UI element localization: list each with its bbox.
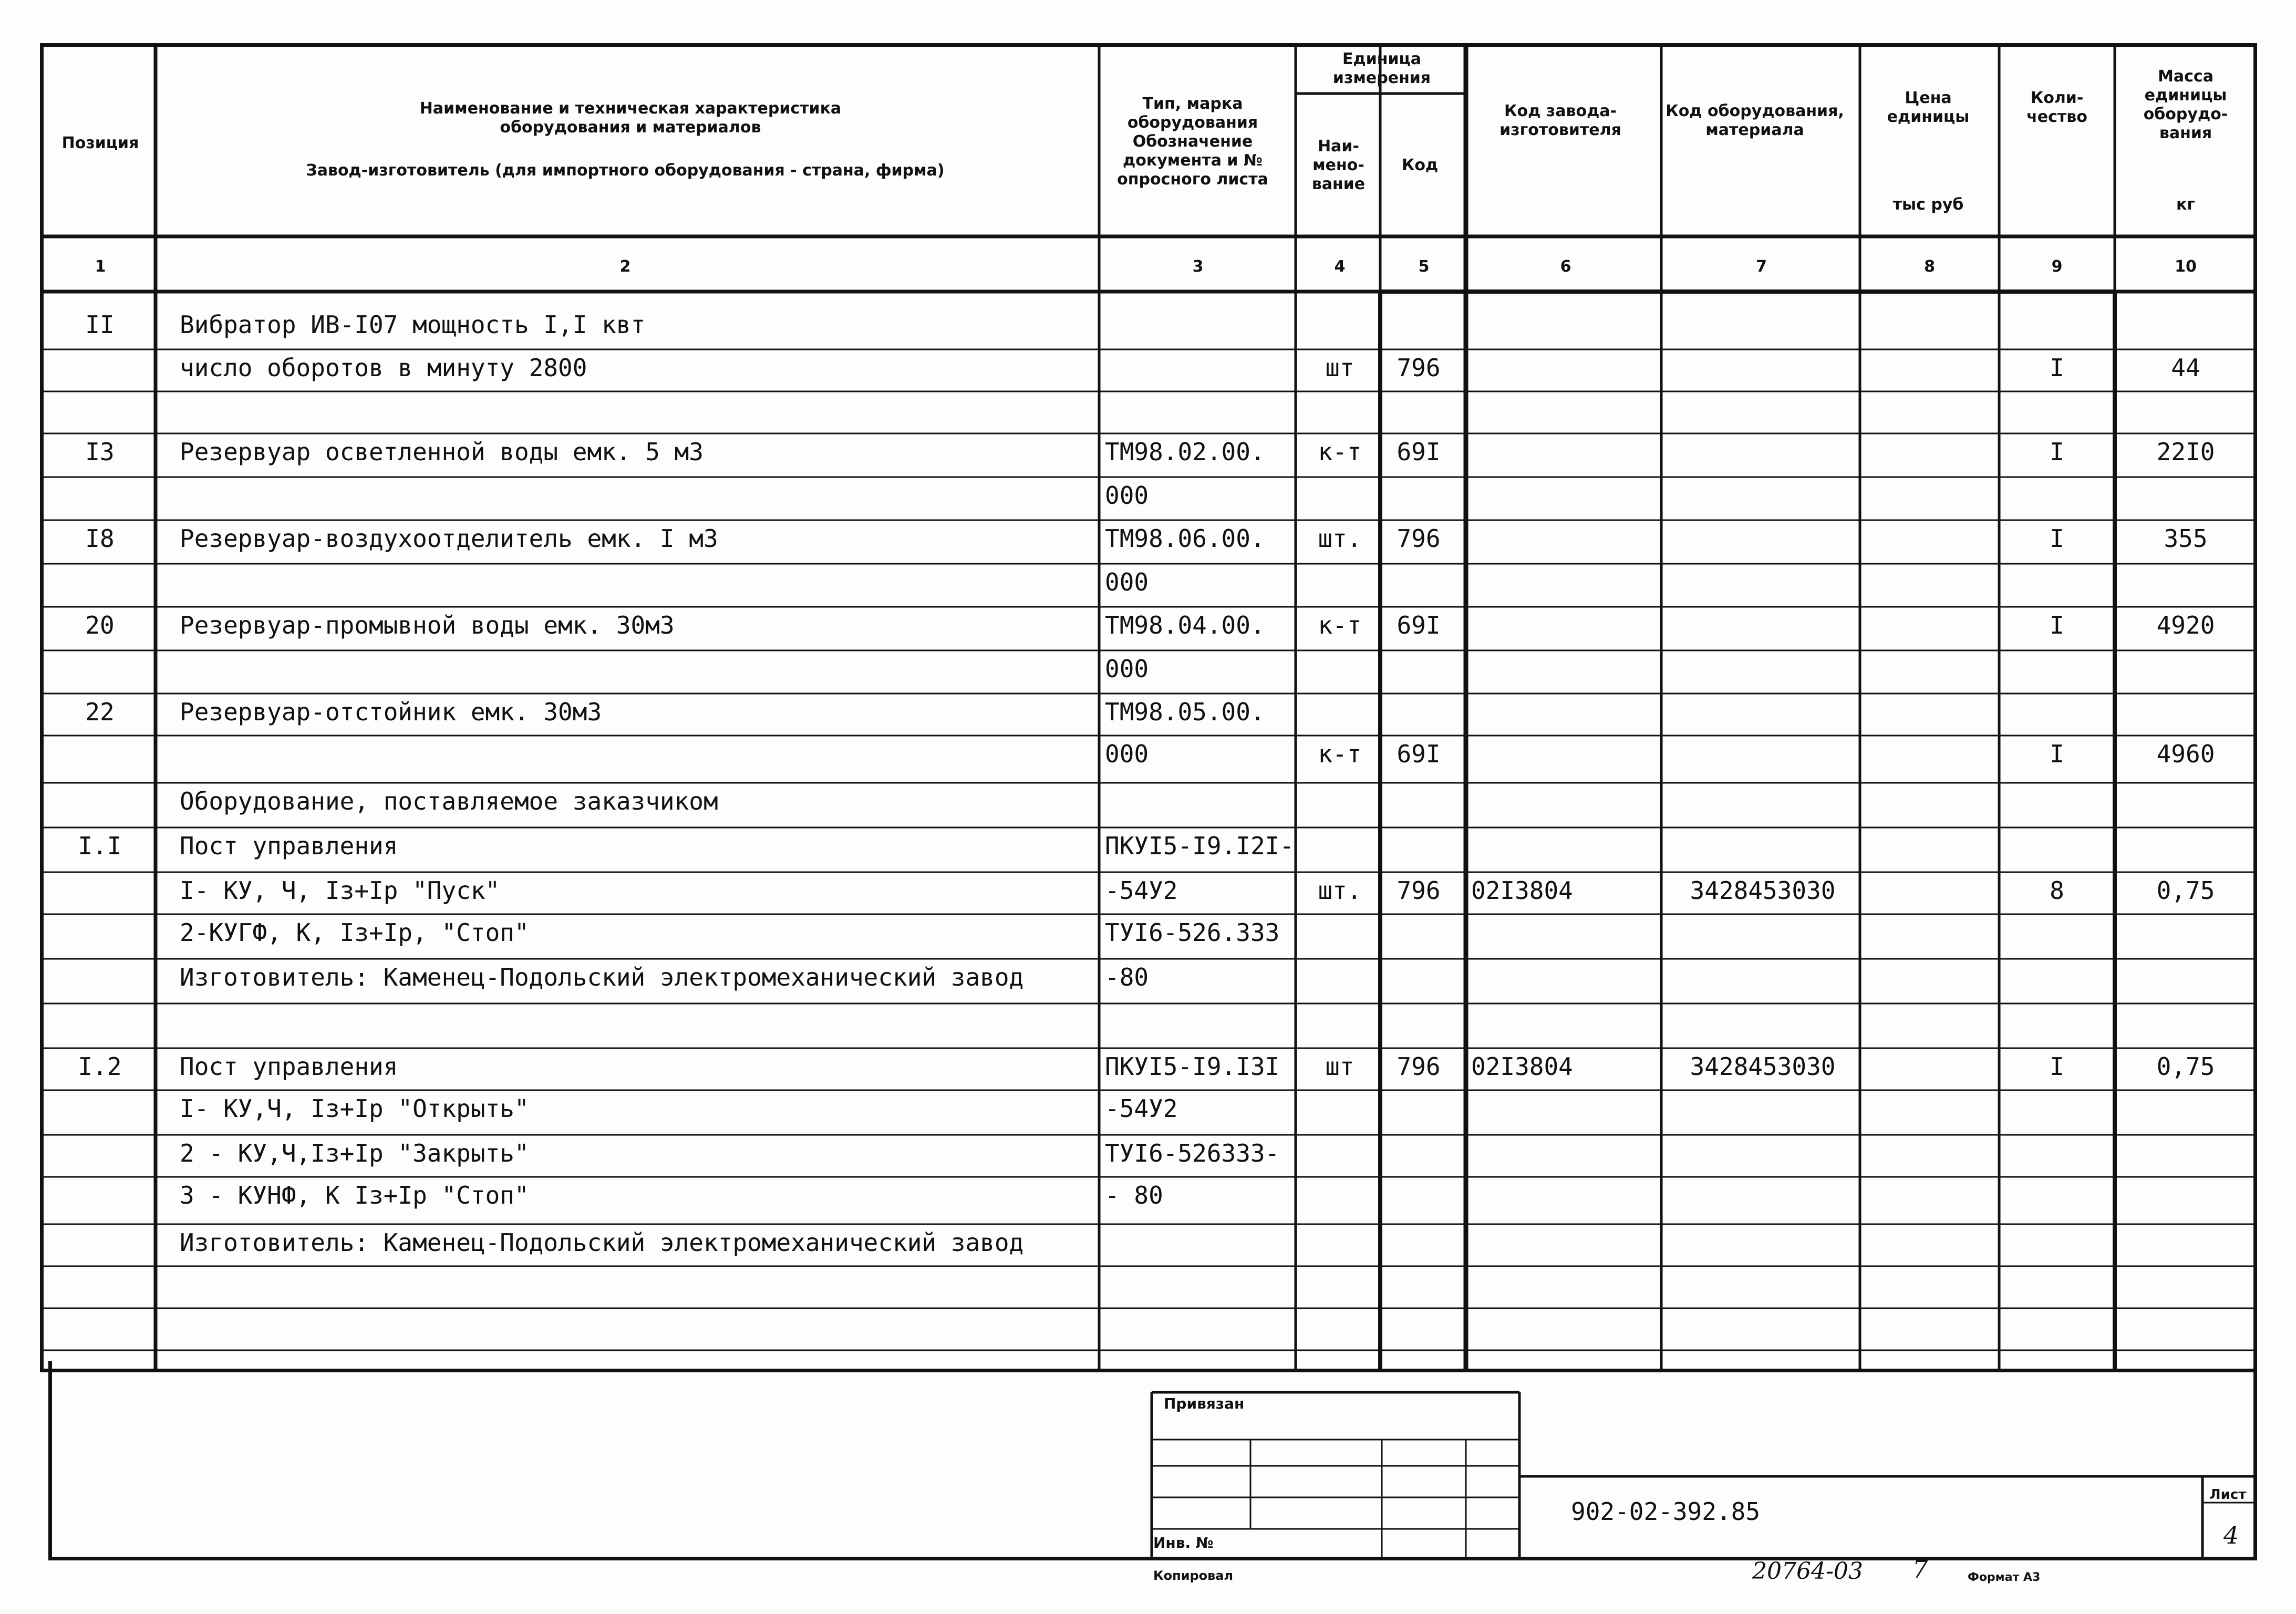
cell-type: 000 xyxy=(1105,481,1149,510)
cell-type: ТМ98.02.00. xyxy=(1105,438,1265,466)
cell-pos: 22 xyxy=(85,698,115,726)
cell-code: 796 xyxy=(1397,1052,1441,1081)
cell-code: 796 xyxy=(1397,524,1441,553)
cell-unit: к-т xyxy=(1318,611,1362,639)
cell-name: Изготовитель: Каменец-Подольский электромеханический завод xyxy=(180,963,1024,991)
col-number: 3 xyxy=(1192,257,1204,276)
header-unit-group: Единица измерения xyxy=(1332,50,1431,87)
cell-mat: 3428453030 xyxy=(1690,876,1836,905)
cell-mass: 0,75 xyxy=(2156,876,2215,905)
cell-name: Вибратор ИВ-I07 мощность I,I квт xyxy=(180,311,646,339)
header-quantity: Коли-чество xyxy=(2026,89,2087,126)
col-number: 10 xyxy=(2175,257,2197,276)
cell-mass: 22I0 xyxy=(2156,438,2215,466)
cell-mass: 0,75 xyxy=(2156,1052,2215,1081)
cell-code: 796 xyxy=(1397,354,1441,382)
cell-qty: I xyxy=(2050,611,2064,639)
cell-type: ТУI6-526.333 xyxy=(1105,918,1280,947)
cell-type: ПКУI5-I9.I3I xyxy=(1105,1052,1280,1081)
header-type: Тип, марка оборудования Обозначение документа и № опросного листа xyxy=(1117,95,1268,189)
cell-type: 000 xyxy=(1105,568,1149,596)
header-price-unit: тыс руб xyxy=(1892,195,1964,214)
cell-qty: I xyxy=(2050,1052,2064,1081)
cell-unit: шт xyxy=(1325,1052,1354,1081)
col-number: 5 xyxy=(1418,257,1430,276)
cell-type: ТУI6-526333- xyxy=(1105,1139,1280,1167)
cell-code: 69I xyxy=(1397,611,1441,639)
cell-name: I- КУ,Ч, Iз+Iр "Открыть" xyxy=(180,1094,529,1123)
cell-mat: 3428453030 xyxy=(1690,1052,1836,1081)
format-label: Формат А3 xyxy=(1968,1571,2041,1584)
cell-mass: 44 xyxy=(2171,354,2200,382)
cell-pos: 20 xyxy=(85,611,115,639)
cell-plant: 02I3804 xyxy=(1471,876,1573,905)
cell-type: -54У2 xyxy=(1105,876,1178,905)
cell-type: -80 xyxy=(1105,963,1149,991)
cell-qty: I xyxy=(2050,438,2064,466)
cell-type: - 80 xyxy=(1105,1181,1163,1209)
header-unit-code: Код xyxy=(1401,156,1439,174)
handwritten-code: 20764-03 xyxy=(1752,1558,1863,1585)
cell-name: Изготовитель: Каменец-Подольский электромеханический завод xyxy=(180,1228,1024,1257)
header-price: Цена единицы xyxy=(1887,89,1970,126)
cell-mass: 355 xyxy=(2164,524,2208,553)
cell-type: ТМ98.06.00. xyxy=(1105,524,1265,553)
header-unit-name: Наи-мено-вание xyxy=(1311,137,1366,193)
cell-name: Резервуар-промывной воды емк. 30м3 xyxy=(180,611,675,639)
stamp-privyazan: Привязан xyxy=(1164,1395,1245,1412)
col-number: 1 xyxy=(95,257,106,276)
sheet-label: Лист xyxy=(2209,1487,2247,1503)
header-name-sub: Завод-изготовитель (для импортного оборудования - страна, фирма) xyxy=(306,161,945,180)
cell-unit: шт xyxy=(1325,354,1354,382)
cell-unit: шт. xyxy=(1318,524,1362,553)
cell-pos: I8 xyxy=(85,524,115,553)
col-number: 7 xyxy=(1756,257,1767,276)
header-name-title: Наименование и техническая характеристика оборудования и материалов xyxy=(419,99,842,137)
cell-unit: к-т xyxy=(1318,740,1362,768)
col-number: 8 xyxy=(1924,257,1935,276)
cell-pos: I.2 xyxy=(78,1052,122,1081)
header-mass-unit: кг xyxy=(2176,195,2196,214)
cell-name: Пост управления xyxy=(180,832,398,860)
cell-qty: I xyxy=(2050,524,2064,553)
cell-name: Резервуар-отстойник емк. 30м3 xyxy=(180,698,602,726)
cell-name: Резервуар-воздухоотделитель емк. I м3 xyxy=(180,524,718,553)
cell-type: 000 xyxy=(1105,655,1149,683)
col-number: 2 xyxy=(619,257,631,276)
cell-type: ПКУI5-I9.I2I- xyxy=(1105,832,1295,860)
handwritten-number: 7 xyxy=(1912,1555,1928,1584)
cell-name: Оборудование, поставляемое заказчиком xyxy=(180,787,718,815)
header-position: Позиция xyxy=(61,133,139,152)
cell-pos: I3 xyxy=(85,438,115,466)
cell-name: 3 - КУНФ, К Iз+Iр "Стоп" xyxy=(180,1181,529,1209)
cell-name: Резервуар осветленной воды емк. 5 м3 xyxy=(180,438,704,466)
cell-qty: 8 xyxy=(2050,876,2064,905)
cell-mass: 4960 xyxy=(2156,740,2215,768)
cell-type: -54У2 xyxy=(1105,1094,1178,1123)
cell-code: 796 xyxy=(1397,876,1441,905)
cell-name: 2 - КУ,Ч,Iз+Iр "Закрыть" xyxy=(180,1139,529,1167)
document-number: 902-02-392.85 xyxy=(1571,1497,1761,1526)
cell-code: 69I xyxy=(1397,740,1441,768)
cell-type: 000 xyxy=(1105,740,1149,768)
cell-mass: 4920 xyxy=(2156,611,2215,639)
cell-name: число оборотов в минуту 2800 xyxy=(180,354,587,382)
copied-label: Копировал xyxy=(1153,1568,1234,1583)
cell-unit: к-т xyxy=(1318,438,1362,466)
col-number: 4 xyxy=(1334,257,1346,276)
cell-qty: I xyxy=(2050,740,2064,768)
header-plant-code: Код завода-изготовителя xyxy=(1499,102,1621,139)
header-material-code: Код оборудования, материала xyxy=(1666,102,1844,139)
cell-code: 69I xyxy=(1397,438,1441,466)
cell-name: 2-КУГФ, К, Iз+Iр, "Стоп" xyxy=(180,918,529,947)
col-number: 9 xyxy=(2051,257,2063,276)
cell-name: Пост управления xyxy=(180,1052,398,1081)
col-number: 6 xyxy=(1560,257,1571,276)
cell-unit: шт. xyxy=(1318,876,1362,905)
cell-plant: 02I3804 xyxy=(1471,1052,1573,1081)
cell-name: I- КУ, Ч, Iз+Iр "Пуск" xyxy=(180,876,500,905)
header-mass: Масса единицы оборудо-вания xyxy=(2143,67,2228,142)
cell-qty: I xyxy=(2050,354,2064,382)
cell-pos: II xyxy=(85,311,115,339)
cell-type: ТМ98.05.00. xyxy=(1105,698,1265,726)
stamp-inventory: Инв. № xyxy=(1153,1534,1214,1551)
sheet-number: 4 xyxy=(2223,1521,2239,1549)
cell-pos: I.I xyxy=(78,832,122,860)
cell-type: ТМ98.04.00. xyxy=(1105,611,1265,639)
